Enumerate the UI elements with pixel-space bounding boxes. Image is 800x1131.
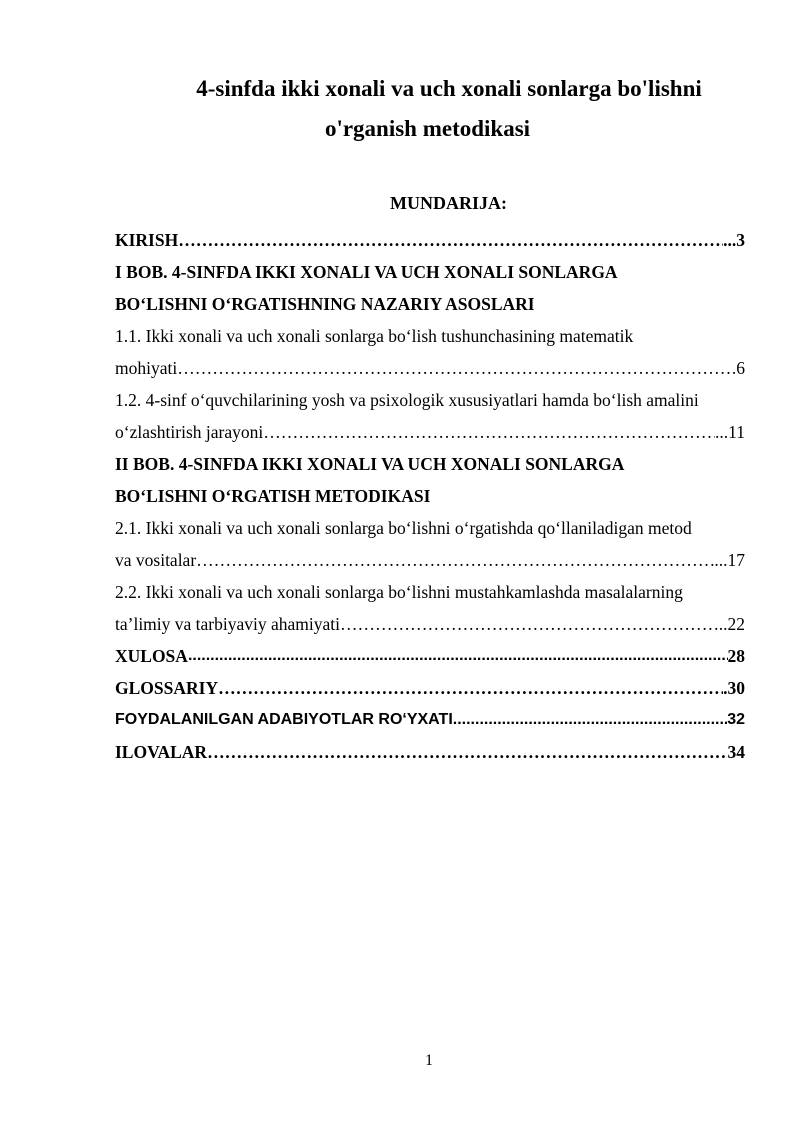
dot-leader [177, 352, 732, 384]
toc-entry-section-1-2-line-2 [115, 416, 745, 448]
toc-entry-label: KIRISH [115, 230, 179, 250]
toc-entry-section-2-2-line-1: 2.2. Ikki xonali va uch xonali sonlarga bo‘lishni mustahkamlashda masalalarning [115, 582, 683, 602]
page-number: 1 [425, 1052, 433, 1069]
toc-entry-section-2-1-line-1: 2.1. Ikki xonali va uch xonali sonlarga bo‘lishni o‘rgatishda qo‘llaniladigan metod [115, 518, 692, 538]
toc-entry-label: XULOSA [115, 646, 188, 666]
toc-entry-label: va vositalar [115, 550, 197, 570]
dot-leader [207, 736, 727, 768]
toc-entry-page: ...11 [715, 422, 745, 442]
dot-leader [263, 416, 715, 448]
toc-entry-section-2-2-line-2 [115, 608, 745, 640]
dot-leader [453, 704, 727, 736]
toc-entry-label: FOYDALANILGAN ADABIYOTLAR RO‘YXATI [115, 711, 453, 728]
toc-entry-section-2-1-line-2 [115, 544, 745, 576]
toc-entry-label: GLOSSARIY [115, 678, 219, 698]
dot-leader [196, 544, 714, 576]
toc-entry-chapter-2-line-1: II BOB. 4-SINFDA IKKI XONALI VA UCH XONALI SONLARGA [115, 454, 625, 474]
toc-entry-label: ILOVALAR [115, 742, 208, 762]
toc-entry-page: .30 [723, 678, 745, 698]
document-title-line-1: 4-sinfda ikki xonali va uch xonali sonlarga bo'lishni [196, 76, 702, 101]
toc-entry-section-1-2-line-1: 1.2. 4-sinf o‘quvchilarining yosh va psixologik xususiyatlari hamda bo‘lish amalini [115, 390, 699, 410]
dot-leader [340, 608, 719, 640]
document-title-line-2: o'rganish metodikasi [324, 116, 531, 141]
toc-entry-section-1-1-line-2 [115, 352, 745, 384]
dot-leader [218, 672, 723, 704]
toc-entry-page: ...17 [714, 550, 745, 570]
toc-heading: MUNDARIJA: [390, 193, 507, 213]
table-of-contents [115, 224, 745, 768]
toc-entry-section-1-1-line-1: 1.1. Ikki xonali va uch xonali sonlarga bo‘lish tushunchasining matematik [115, 326, 634, 346]
dot-leader [178, 224, 723, 256]
toc-entry-page: 34 [727, 742, 745, 762]
toc-entry-page: 32 [727, 711, 745, 728]
toc-entry-ilovalar [115, 736, 745, 768]
toc-entry-chapter-1-line-2: BO‘LISHNI O‘RGATISHNING NAZARIY ASOSLARI [115, 294, 535, 314]
toc-entry-adabiyotlar [115, 704, 745, 736]
toc-entry-label: ta’limiy va tarbiyaviy ahamiyati [115, 614, 340, 634]
toc-entry-page: ..22 [718, 614, 745, 634]
toc-entry-page: .6 [731, 358, 745, 378]
toc-entry-page: ...3 [723, 230, 745, 250]
toc-entry-kirish [115, 224, 745, 256]
toc-entry-chapter-1-line-1: I BOB. 4-SINFDA IKKI XONALI VA UCH XONALI SONLARGA [115, 262, 618, 282]
toc-entry-chapter-2-line-2: BO‘LISHNI O‘RGATISH METODIKASI [115, 486, 431, 506]
toc-entry-glossariy [115, 672, 745, 704]
toc-entry-label: mohiyati [115, 358, 178, 378]
toc-entry-xulosa [115, 640, 745, 672]
dot-leader [188, 640, 728, 672]
toc-entry-page: 28 [727, 646, 745, 666]
toc-entry-label: o‘zlashtirish jarayoni [115, 422, 264, 442]
